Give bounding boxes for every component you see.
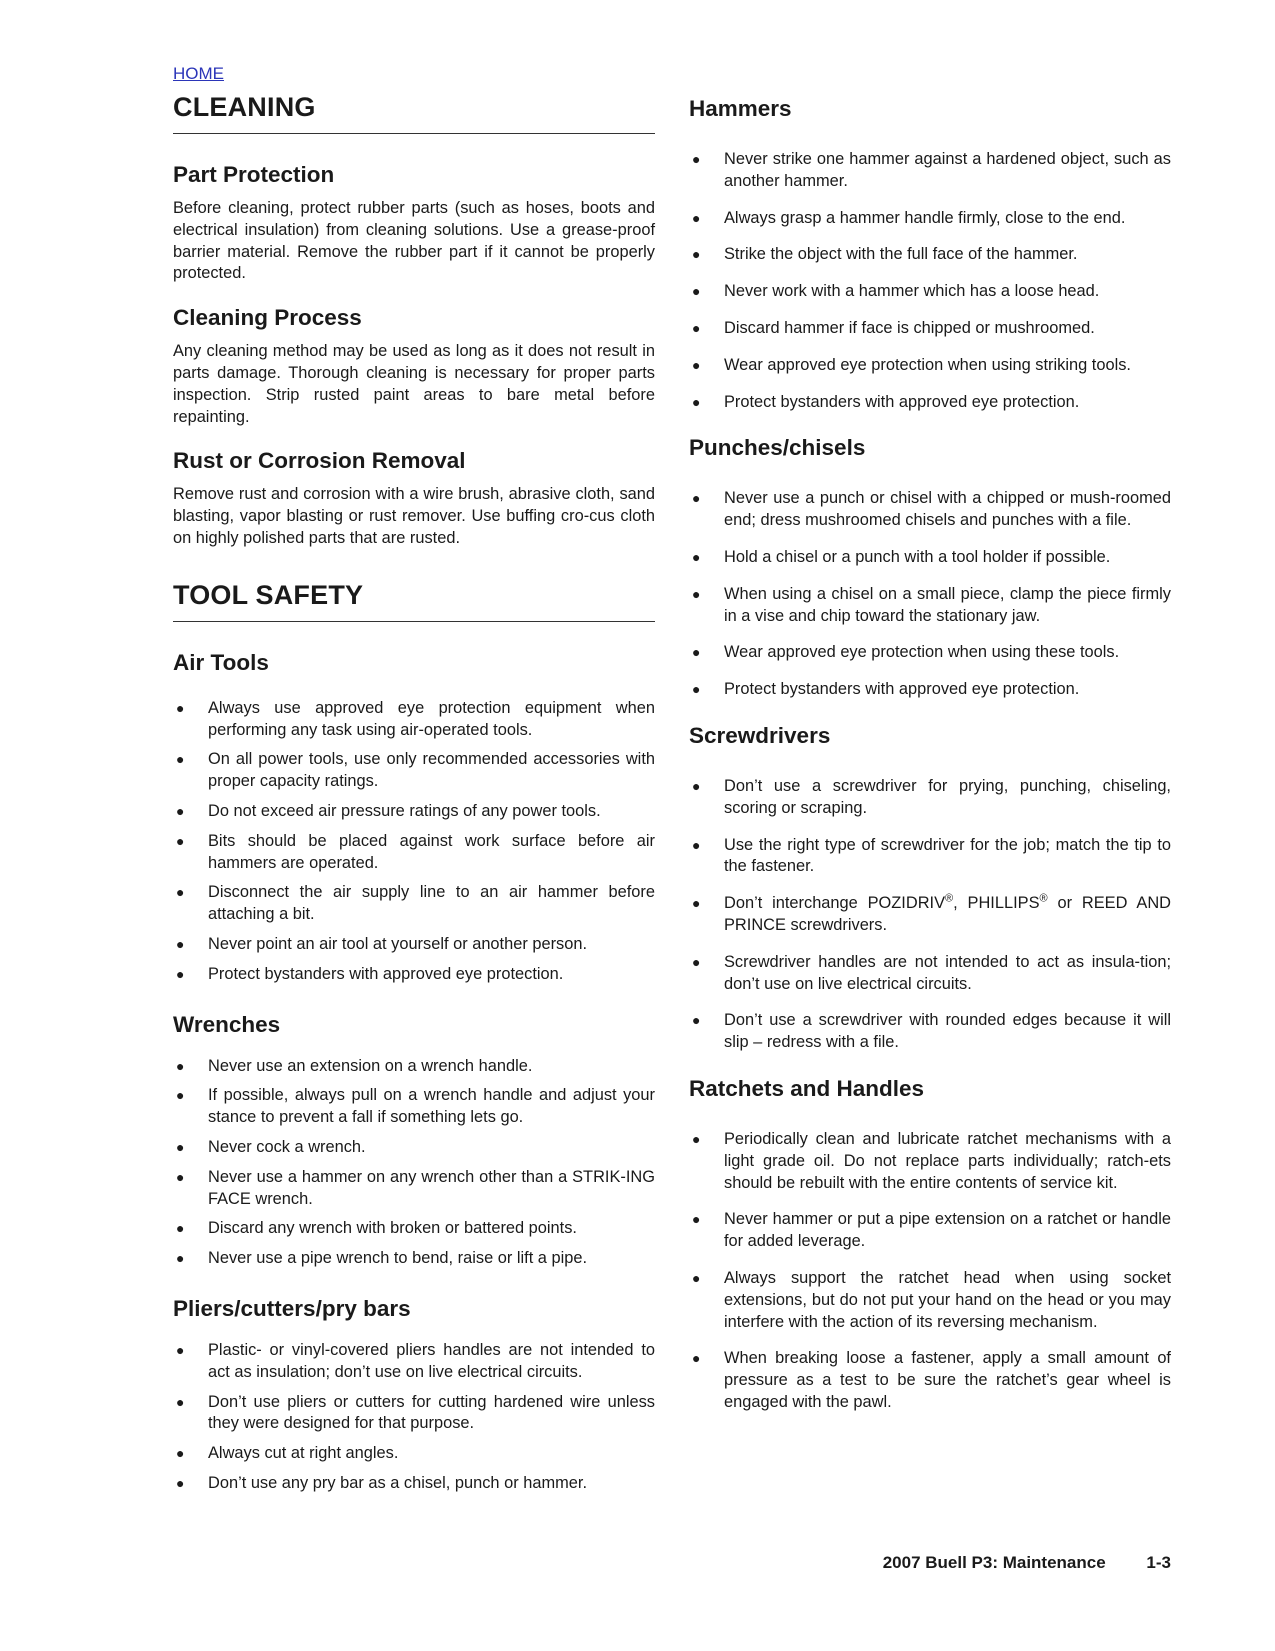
bullet-icon: ● (176, 935, 185, 952)
bullet-icon: ● (692, 1012, 701, 1029)
bullet-icon: ● (176, 832, 185, 849)
pliers-list (173, 1340, 655, 1495)
page-number: 1-3 (1146, 1553, 1171, 1572)
list-item: ● Always grasp a hammer handle firmly, close to the end. (689, 208, 1171, 230)
pliers-block (173, 1296, 655, 1495)
bullet-icon: ● (176, 965, 185, 982)
list-item: ● Strike the object with the full face of the hammer. (689, 244, 1171, 266)
footer-title: 2007 Buell P3: Maintenance (882, 1553, 1106, 1572)
screwdrivers-list (689, 776, 1171, 1054)
ratchets-block (689, 1076, 1171, 1414)
list-item: ● Disconnect the air supply line to an air hammer before attaching a bit. (176, 883, 655, 924)
screwdrivers-heading: Screwdrivers (689, 722, 831, 748)
list-item: ● Never cock a wrench. (173, 1137, 655, 1159)
list-item: ● Don’t use a screwdriver with rounded edges because it will slip – redress with a file. (692, 1011, 1171, 1052)
bullet-icon: ● (176, 1474, 185, 1491)
bullet-icon: ● (176, 1220, 185, 1237)
list-item: ● On all power tools, use only recommended accessories with proper capacity ratings. (176, 750, 655, 791)
tool-safety-section (173, 580, 655, 1495)
bullet-icon: ● (692, 246, 701, 263)
registered-mark: ® (1039, 892, 1048, 905)
list-item: ● Protect bystanders with approved eye protection. (689, 679, 1171, 701)
punches-heading: Punches/chisels (689, 435, 866, 461)
list-item: ● Use the right type of screwdriver for the job; match the tip to the fastener. (692, 835, 1171, 876)
list-item: ● Wear approved eye protection when using striking tools. (689, 355, 1171, 377)
list-item: ● Never use an extension on a wrench handle. (173, 1056, 655, 1078)
hammers-block (689, 96, 1171, 413)
list-item: ● Always use approved eye protection equipment when performing any task using air-operated tools. (176, 698, 655, 739)
home-link[interactable]: HOME (173, 64, 224, 83)
list-item: ● Periodically clean and lubricate ratchet mechanisms with a light grade oil. Do not replace parts individually; ratch-ets should be rebuilt with the entire contents of service kit. (692, 1129, 1171, 1192)
punches-block (689, 435, 1171, 701)
part-protection-text: Before cleaning, protect rubber parts (such as hoses, boots and electrical insulation) from cleaning solutions. Use a grease-proof barrier material. Remove the rubber part if it cannot be properly protected. (173, 199, 655, 283)
bullet-icon: ● (692, 151, 701, 167)
bullet-icon: ● (692, 681, 701, 698)
registered-mark: ® (945, 892, 954, 905)
bullet-icon: ● (176, 751, 185, 768)
bullet-icon: ● (692, 283, 701, 300)
list-item: ● Hold a chisel or a punch with a tool holder if possible. (689, 547, 1171, 569)
list-item: ● Always cut at right angles. (173, 1443, 655, 1465)
air-tools-heading: Air Tools (173, 649, 269, 675)
wrenches-block (173, 1012, 655, 1270)
tool-safety-title: TOOL SAFETY (173, 580, 655, 622)
bullet-icon: ● (176, 1250, 185, 1267)
bullet-icon: ● (692, 548, 701, 565)
list-item: ● Screwdriver handles are not intended to act as insula-tion; don’t use on live electrical circuits. (692, 952, 1171, 993)
ratchets-heading: Ratchets and Handles (689, 1075, 925, 1101)
bullet-icon: ● (692, 209, 701, 226)
list-item: ● Never hammer or put a pipe extension on a ratchet or handle for added leverage. (692, 1210, 1171, 1251)
left-column (173, 92, 655, 1503)
rust-removal-heading: Rust or Corrosion Removal (173, 448, 466, 474)
cleaning-title: CLEANING (173, 92, 655, 134)
list-item: ● Do not exceed air pressure ratings of any power tools. (173, 801, 655, 823)
cleaning-process-text: Any cleaning method may be used as long as it does not result in parts damage. Thorough cleaning is necessary for proper parts inspection. Strip rusted paint areas to bare metal before repainting. (173, 342, 655, 426)
bullet-icon: ● (176, 1341, 185, 1358)
page-footer (820, 1553, 1171, 1573)
list-item: ● Never use a punch or chisel with a chipped or mush-roomed end; dress mushroomed chisels and punches with a file. (692, 489, 1171, 530)
wrenches-heading: Wrenches (173, 1011, 281, 1037)
bullet-icon: ● (692, 836, 701, 853)
wrenches-list (173, 1056, 655, 1270)
ratchets-list (689, 1129, 1171, 1414)
list-item: ● Don’t use any pry bar as a chisel, punch or hammer. (173, 1473, 655, 1495)
list-item: ● Discard hammer if face is chipped or mushroomed. (689, 318, 1171, 340)
bullet-icon: ● (692, 1130, 701, 1147)
list-item: ● Always support the ratchet head when using socket extensions, but do not put your hand on the head or you may interfere with the action of its reversing mechanism. (692, 1268, 1171, 1331)
pliers-heading: Pliers/cutters/pry bars (173, 1295, 411, 1321)
air-tools-block (173, 650, 655, 986)
part-protection-heading: Part Protection (173, 162, 335, 187)
rust-removal-text: Remove rust and corrosion with a wire brush, abrasive cloth, sand blasting, vapor blasting or rust remover. Use buffing cro-cus cloth on highly polished parts that are rusted. (173, 485, 655, 547)
bullet-icon: ● (176, 884, 185, 901)
part-protection-block (173, 162, 655, 285)
list-item: ● Discard any wrench with broken or battered points. (173, 1218, 655, 1240)
bullet-icon: ● (176, 1168, 185, 1185)
hammers-list (689, 149, 1171, 413)
cleaning-section (173, 92, 655, 550)
bullet-icon: ● (692, 1269, 701, 1286)
bullet-icon: ● (692, 393, 701, 410)
list-item: ● Never use a pipe wrench to bend, raise or lift a pipe. (173, 1248, 655, 1270)
list-item: ● If possible, always pull on a wrench handle and adjust your stance to prevent a fall if something lets go. (176, 1086, 655, 1127)
list-item: ● Never work with a hammer which has a loose head. (689, 281, 1171, 303)
bullet-icon: ● (692, 1350, 701, 1367)
air-tools-list (173, 698, 655, 986)
bullet-icon: ● (692, 356, 701, 373)
list-item: ● Bits should be placed against work surface before air hammers are operated. (176, 831, 655, 872)
bullet-icon: ● (176, 1057, 185, 1074)
list-item: ● Don’t use pliers or cutters for cutting hardened wire unless they were designed for that purpose. (176, 1392, 655, 1433)
bullet-icon: ● (692, 319, 701, 336)
bullet-icon: ● (176, 1445, 185, 1462)
bullet-icon: ● (692, 644, 701, 661)
bullet-icon: ● (176, 1138, 185, 1155)
list-item: ● Protect bystanders with approved eye protection. (689, 392, 1171, 414)
list-item: ● When using a chisel on a small piece, clamp the piece firmly in a vise and chip toward the stationary jaw. (692, 584, 1171, 625)
rust-removal-block (173, 448, 655, 549)
bullet-icon: ● (176, 699, 185, 716)
screwdrivers-block (689, 723, 1171, 1054)
list-item: ● Don’t use a screwdriver for prying, punching, chiseling, scoring or scraping. (692, 776, 1171, 817)
list-item: ● Wear approved eye protection when using these tools. (689, 642, 1171, 664)
bullet-icon: ● (176, 1393, 185, 1410)
list-item: ● When breaking loose a fastener, apply a small amount of pressure as a test to be sure the ratchet’s gear wheel is engaged with the pawl. (692, 1349, 1171, 1411)
bullet-icon: ● (692, 490, 701, 507)
bullet-icon: ● (692, 1211, 701, 1228)
bullet-icon: ● (176, 1087, 185, 1104)
punches-list (689, 488, 1171, 701)
bullet-icon: ● (176, 802, 185, 819)
cleaning-process-heading: Cleaning Process (173, 305, 362, 331)
bullet-icon: ● (692, 895, 701, 912)
right-column (689, 96, 1171, 1429)
bullet-icon: ● (692, 953, 701, 970)
list-item: ● Never strike one hammer against a hardened object, such as another hammer. (692, 150, 1171, 190)
list-item: ● Never point an air tool at yourself or another person. (173, 934, 655, 956)
hammers-heading: Hammers (689, 96, 792, 121)
bullet-icon: ● (692, 585, 701, 602)
list-item: ● Plastic- or vinyl-covered pliers handles are not intended to act as insulation; don’t use on live electrical circuits. (176, 1340, 655, 1381)
list-item: ● Protect bystanders with approved eye protection. (173, 964, 655, 986)
cleaning-process-block (173, 305, 655, 428)
list-item: ● Don’t interchange POZIDRIV®, PHILLIPS® or REED AND PRINCE screwdrivers. (692, 892, 1171, 934)
bullet-icon: ● (692, 777, 701, 794)
list-item: ● Never use a hammer on any wrench other than a STRIK-ING FACE wrench. (176, 1167, 655, 1208)
